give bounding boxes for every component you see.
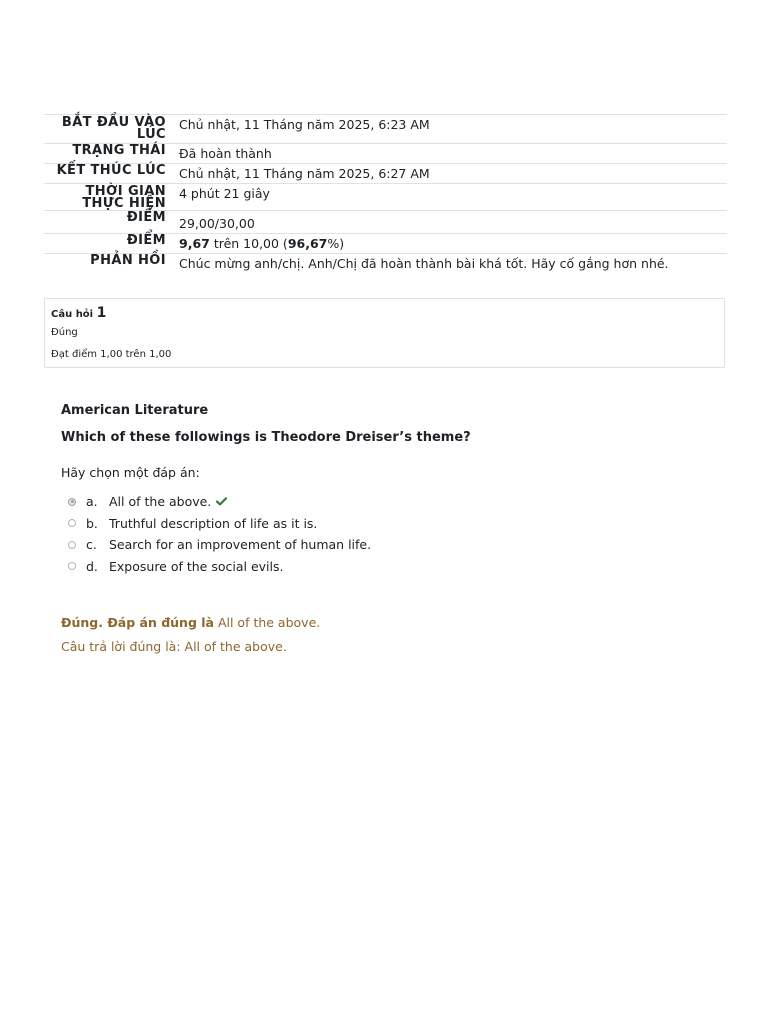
question-num: 1 [96,305,107,321]
radio-d[interactable] [68,562,76,570]
question-state: Đúng [51,327,78,338]
answer-option-b[interactable] [61,513,721,535]
feedback-value: Chúc mừng anh/chị. Anh/Chị đã hoàn thành bài khá tốt. Hãy cố gắng hơn nhé. [179,256,669,271]
duration-value: 4 phút 21 giây [179,186,270,201]
grade-end: %) [327,236,345,251]
answer-text: Exposure of the social evils. [109,558,284,574]
marks-label: ĐIỂM [126,210,166,225]
grade-percent: 96,67 [287,236,328,251]
summary-row-marks [44,211,727,234]
answer-text: All of the above. [109,494,212,510]
state-label: TRẠNG THÁI [72,143,166,158]
answer-letter: c. [86,537,97,553]
duration-label: THỜI GIAN THỰC HIỆN [82,184,166,211]
radio-a[interactable] [68,498,76,506]
answer-option-c[interactable] [61,534,721,556]
completed-value: Chủ nhật, 11 Tháng năm 2025, 6:27 AM [179,166,430,181]
answer-text: Truthful description of life as it is. [109,515,318,531]
summary-row-feedback [44,254,727,274]
check-icon-svg [216,497,227,506]
question-label: Câu hỏi [51,309,94,320]
completed-label: KẾT THÚC LÚC [56,163,166,178]
right-answer: Câu trả lời đúng là: All of the above. [61,639,287,654]
feedback-answer: All of the above. [213,615,321,630]
started-label: BẮT ĐẦU VÀO LÚC [61,115,166,142]
check-icon [216,495,227,509]
question-content [61,402,721,655]
started-value: Chủ nhật, 11 Tháng năm 2025, 6:23 AM [179,117,430,132]
answer-feedback [61,615,721,631]
grade-label: ĐIỂM [126,233,166,248]
answer-letter: b. [86,515,98,531]
answer-option-d[interactable] [61,556,721,578]
summary-row-duration [44,184,727,211]
summary-row-state [44,144,727,164]
radio-b[interactable] [68,519,76,527]
radio-c[interactable] [68,541,76,549]
summary-row-grade [44,234,727,254]
answer-text: Search for an improvement of human life. [109,537,372,553]
grade-mid: trên 10,00 ( [209,236,288,251]
question-grade: Đạt điểm 1,00 trên 1,00 [51,349,172,360]
answer-letter: a. [86,494,98,510]
grade-score: 9,67 [179,236,210,251]
answer-prompt: Hãy chọn một đáp án: [61,465,200,480]
answer-list [61,491,721,577]
attempt-summary-table [44,114,727,274]
state-value: Đã hoàn thành [179,146,272,161]
question-number [51,305,724,323]
question-info-box [44,298,725,368]
feedback-label: PHẢN HỒI [90,253,166,268]
answer-option-a[interactable] [61,491,721,513]
grade-value [179,234,727,254]
question-text: Which of these followings is Theodore Dreiser’s theme? [61,430,471,445]
feedback-lead: Đúng. Đáp án đúng là [61,615,214,630]
summary-row-completed [44,164,727,184]
marks-value: 29,00/30,00 [179,216,255,231]
summary-row-started [44,115,727,144]
question-category: American Literature [61,403,209,418]
answer-letter: d. [86,558,98,574]
